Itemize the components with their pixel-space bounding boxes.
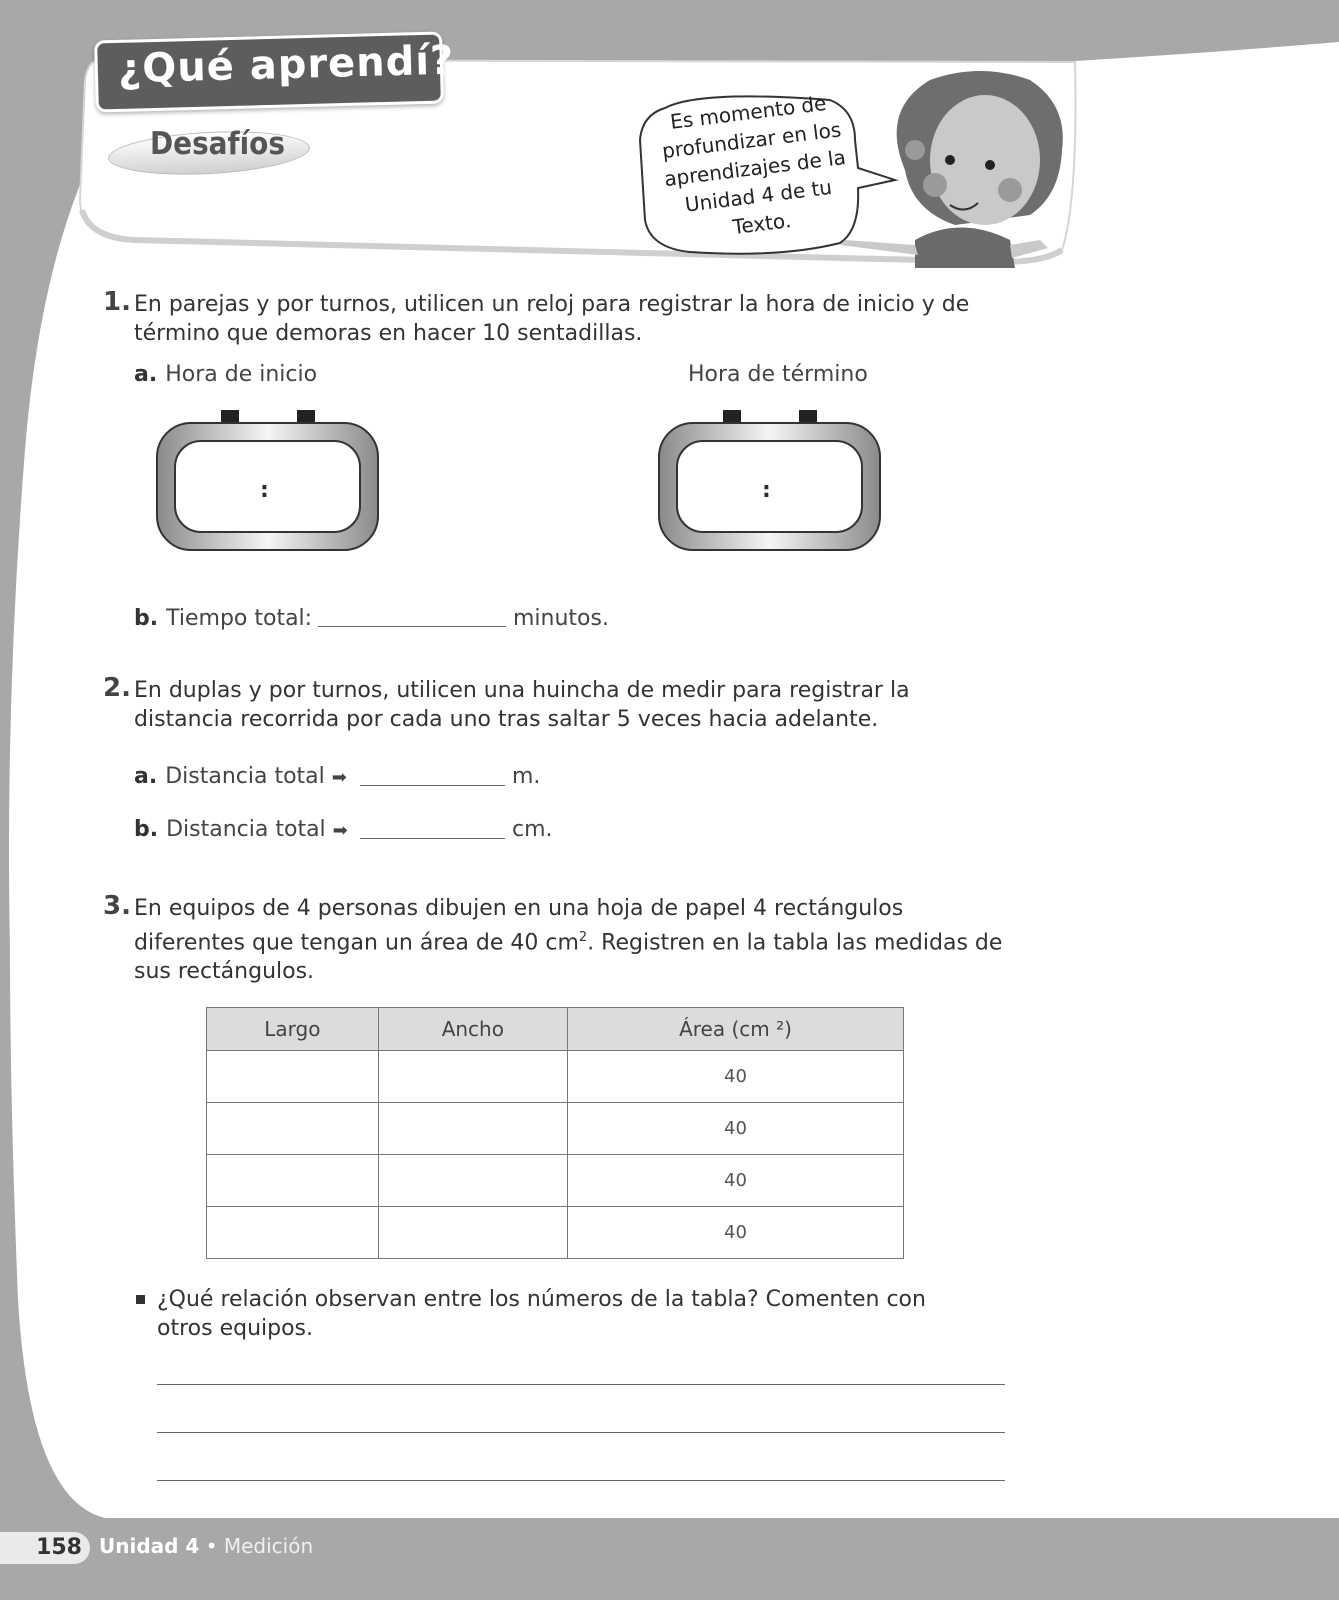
answer-line-3[interactable] xyxy=(157,1480,1005,1481)
q1-a-row xyxy=(134,362,317,387)
q2-a-row xyxy=(134,764,347,789)
page-number: 158 xyxy=(0,1532,90,1564)
footer-separator: • xyxy=(205,1534,218,1558)
rectangles-table xyxy=(206,1007,904,1259)
total-time-label: Tiempo total: xyxy=(166,606,313,631)
total-time-answer-line[interactable] xyxy=(318,626,506,627)
cell-ancho[interactable] xyxy=(378,1051,567,1103)
cell-ancho[interactable] xyxy=(378,1155,567,1207)
cell-ancho[interactable] xyxy=(378,1103,567,1155)
distance-m-unit: m. xyxy=(512,764,541,789)
table-row xyxy=(207,1051,904,1103)
cell-largo[interactable] xyxy=(207,1103,379,1155)
table-row xyxy=(207,1103,904,1155)
speech-bubble-text: Es momento de profundizar en los aprendizajes de la Unidad 4 de tu Texto. xyxy=(660,90,848,240)
distance-b-label: Distancia total xyxy=(166,817,326,842)
table-row xyxy=(207,1207,904,1259)
question-3-text xyxy=(134,894,1004,986)
table-header-row xyxy=(207,1008,904,1051)
distance-a-label: Distancia total xyxy=(165,764,325,789)
subtitle: Desafíos xyxy=(150,126,285,162)
end-time-label: Hora de término xyxy=(688,362,868,387)
question-3-text-part1: En equipos de 4 personas dibujen en una hoja de papel 4 rectángulos diferentes que tengan un área de 40 cm xyxy=(134,896,904,956)
q2-b-row xyxy=(134,817,348,842)
start-time-label: Hora de inicio xyxy=(165,362,318,387)
cell-area: 40 xyxy=(567,1051,903,1103)
distance-m-answer-line[interactable] xyxy=(360,785,505,786)
cell-area: 40 xyxy=(567,1155,903,1207)
question-1-text: En parejas y por turnos, utilicen un reloj para registrar la hora de inicio y de término que demoras en hacer 10 sentadillas. xyxy=(134,292,970,346)
distance-cm-unit: cm. xyxy=(512,817,553,842)
squared-superscript: 2 xyxy=(578,930,588,945)
footer-topic: Medición xyxy=(223,1534,314,1558)
header-largo: Largo xyxy=(207,1008,379,1051)
q1-b-letter: b. xyxy=(134,606,159,631)
page-title: ¿Qué aprendí? xyxy=(117,37,455,93)
cell-ancho[interactable] xyxy=(378,1207,567,1259)
answer-line-2[interactable] xyxy=(157,1432,1005,1433)
cell-largo[interactable] xyxy=(207,1207,379,1259)
answer-line-1[interactable] xyxy=(157,1384,1005,1385)
header-area: Área (cm ²) xyxy=(567,1008,903,1051)
cell-area: 40 xyxy=(567,1207,903,1259)
q1-a-letter: a. xyxy=(134,362,158,387)
q2-a-letter: a. xyxy=(134,764,158,789)
cell-largo[interactable] xyxy=(207,1155,379,1207)
footer-unit: Unidad 4 xyxy=(99,1534,200,1558)
start-clock-separator: : xyxy=(260,478,269,503)
end-clock-separator: : xyxy=(762,478,771,503)
cell-largo[interactable] xyxy=(207,1051,379,1103)
bullet-question: ¿Qué relación observan entre los números de la tabla? Comenten con otros equipos. xyxy=(157,1287,926,1341)
total-time-unit: minutos. xyxy=(513,606,609,631)
question-2-number: 2. xyxy=(103,673,131,703)
footer-breadcrumb xyxy=(99,1534,313,1558)
q1-b-row xyxy=(134,606,312,631)
bullet-icon xyxy=(136,1295,145,1304)
arrow-right-icon: ➡ xyxy=(332,820,348,841)
question-3-number: 3. xyxy=(103,891,131,921)
cell-area: 40 xyxy=(567,1103,903,1155)
table-row xyxy=(207,1155,904,1207)
question-2-text: En duplas y por turnos, utilicen una huincha de medir para registrar la distancia recorrida por cada uno tras saltar 5 veces hacia adelante. xyxy=(134,678,910,732)
question-1-number: 1. xyxy=(103,287,131,317)
arrow-right-icon: ➡ xyxy=(331,767,347,788)
q2-b-letter: b. xyxy=(134,817,159,842)
header-ancho: Ancho xyxy=(378,1008,567,1051)
question-3-text-part2: . Registren en la tabla las medidas de sus rectángulos. xyxy=(134,930,1003,985)
distance-cm-answer-line[interactable] xyxy=(360,838,505,839)
